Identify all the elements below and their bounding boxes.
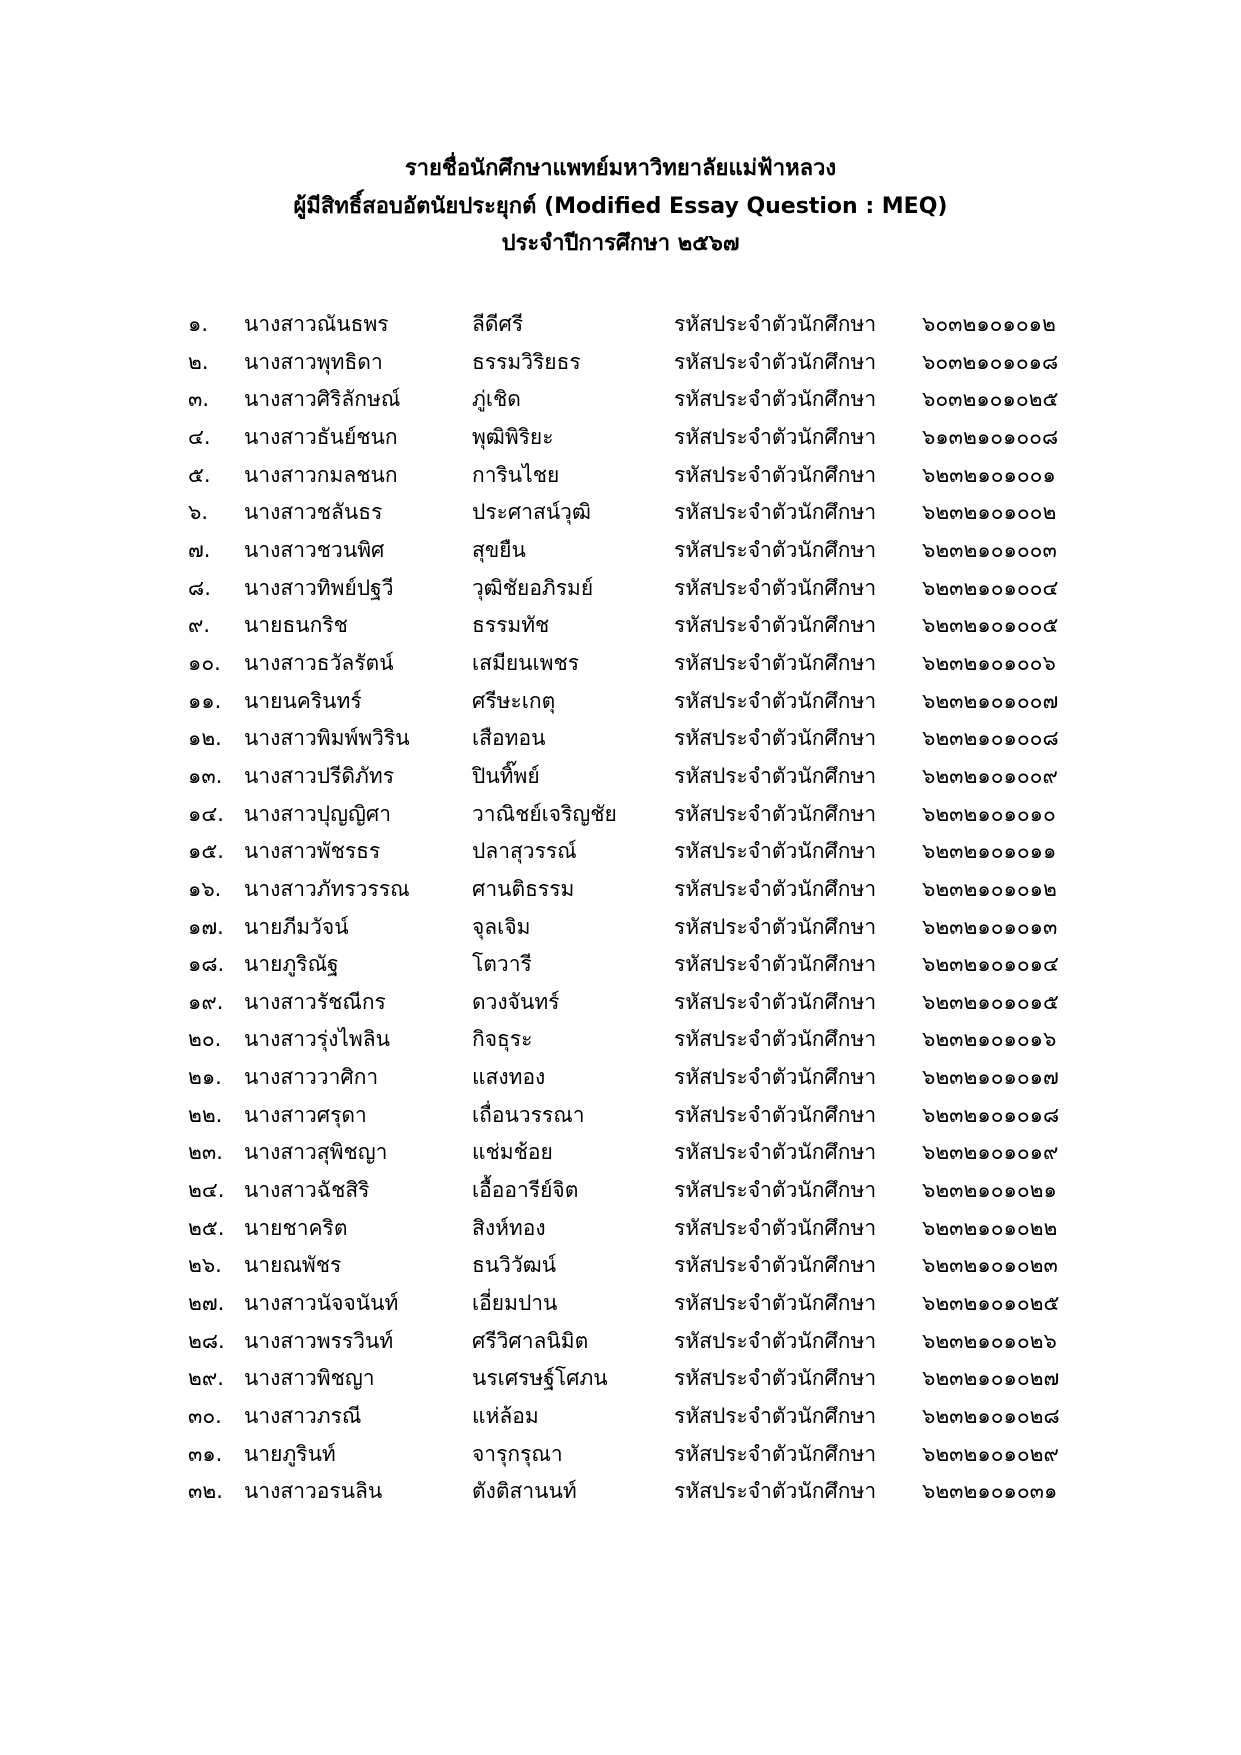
student-first-name: นางสาวนัจจนันท์ — [244, 1291, 399, 1316]
row-number: ๑. — [188, 312, 209, 336]
student-first-name: นางสาวรุ่งไพลิน — [244, 1027, 390, 1052]
list-item — [0, 1323, 1241, 1361]
student-id-code: ๖๐๓๒๑๐๑๐๑๘ — [922, 349, 1059, 374]
list-item — [0, 1172, 1241, 1210]
student-id-label: รหัสประจำตัวนักศึกษา — [674, 537, 877, 562]
list-item — [0, 683, 1241, 721]
list-item — [0, 758, 1241, 796]
student-first-name: นายภีมวัจน์ — [244, 914, 349, 939]
student-last-name: ธนวิวัฒน์ — [472, 1253, 557, 1278]
student-id-code: ๖๒๓๒๑๐๑๐๓๑ — [922, 1479, 1058, 1504]
list-item — [0, 1059, 1241, 1097]
row-number: ๑๖. — [188, 876, 222, 901]
student-last-name: วุฒิชัยอภิรมย์ — [472, 575, 594, 600]
student-id-code: ๖๒๓๒๑๐๑๐๒๓ — [922, 1253, 1058, 1278]
row-number: ๒๘. — [188, 1328, 225, 1353]
student-id-label: รหัสประจำตัวนักศึกษา — [674, 1404, 877, 1429]
row-number: ๓๒. — [188, 1479, 223, 1504]
student-last-name: โตวารี — [472, 952, 532, 977]
student-id-code: ๖๒๓๒๑๐๑๐๐๔ — [922, 575, 1059, 600]
list-item — [0, 871, 1241, 909]
row-number: ๓. — [188, 387, 210, 412]
list-item — [0, 532, 1241, 570]
list-item — [0, 1436, 1241, 1474]
list-item — [0, 344, 1241, 382]
student-id-label: รหัสประจำตัวนักศึกษา — [674, 989, 877, 1014]
student-last-name: ประศาสน์วุฒิ — [472, 500, 591, 525]
student-first-name: นางสาวชลันธร — [244, 500, 383, 525]
list-item — [0, 1360, 1241, 1398]
row-number: ๒. — [188, 349, 209, 374]
student-first-name: นางสาวณันธพร — [244, 312, 389, 336]
student-id-code: ๖๑๓๒๑๐๑๐๐๘ — [922, 424, 1059, 449]
row-number: ๔. — [188, 424, 211, 449]
row-number: ๑๗. — [188, 914, 224, 939]
student-id-code: ๖๒๓๒๑๐๑๐๒๗ — [922, 1366, 1060, 1391]
student-id-label: รหัสประจำตัวนักศึกษา — [674, 613, 877, 638]
row-number: ๘. — [188, 575, 211, 600]
student-id-code: ๖๒๓๒๑๐๑๐๑๔ — [922, 952, 1059, 977]
student-last-name: พุฒิพิริยะ — [472, 424, 554, 449]
list-item — [0, 1473, 1241, 1511]
student-last-name: แสงทอง — [472, 1065, 546, 1090]
student-id-code: ๖๒๓๒๑๐๑๐๐๘ — [922, 726, 1059, 751]
row-number: ๒๒. — [188, 1102, 223, 1127]
list-item — [0, 645, 1241, 683]
student-id-label: รหัสประจำตัวนักศึกษา — [674, 914, 877, 939]
student-id-code: ๖๒๓๒๑๐๑๐๐๙ — [922, 763, 1058, 788]
student-id-code: ๖๒๓๒๑๐๑๐๒๘ — [922, 1404, 1060, 1429]
student-first-name: นางสาวพุทธิดา — [244, 349, 383, 374]
student-id-code: ๖๒๓๒๑๐๑๐๑๗ — [922, 1065, 1059, 1090]
student-id-code: ๖๒๓๒๑๐๑๐๒๒ — [922, 1215, 1058, 1240]
student-first-name: นายณพัชร — [244, 1253, 342, 1278]
student-first-name: นางสาวพรรวินท์ — [244, 1328, 394, 1353]
row-number: ๑๘. — [188, 952, 225, 977]
student-id-label: รหัสประจำตัวนักศึกษา — [674, 1027, 877, 1052]
row-number: ๑๑. — [188, 688, 222, 713]
list-item — [0, 984, 1241, 1022]
row-number: ๗. — [188, 537, 211, 562]
list-item — [0, 1134, 1241, 1172]
list-item — [0, 1021, 1241, 1059]
student-id-code: ๖๒๓๒๑๐๑๐๑๖ — [922, 1027, 1057, 1052]
student-first-name: นางสาวปรีดิภัทร — [244, 763, 395, 788]
student-id-code: ๖๒๓๒๑๐๑๐๒๖ — [922, 1328, 1057, 1353]
student-first-name: นางสาวพิชญา — [244, 1366, 375, 1391]
row-number: ๒๑. — [188, 1065, 222, 1090]
student-last-name: สิงห์ทอง — [472, 1215, 546, 1240]
student-id-code: ๖๒๓๒๑๐๑๐๑๑ — [922, 839, 1057, 864]
student-first-name: นางสาวกมลชนก — [244, 462, 398, 487]
student-id-label: รหัสประจำตัวนักศึกษา — [674, 1366, 877, 1391]
student-id-code: ๖๒๓๒๑๐๑๐๒๕ — [922, 1291, 1060, 1316]
document-subtitle: ผู้มีสิทธิ์สอบอัตนัยประยุกต์ (Modified Essay Question : MEQ) — [293, 194, 948, 219]
list-item — [0, 720, 1241, 758]
student-id-label: รหัสประจำตัวนักศึกษา — [674, 575, 877, 600]
student-last-name: ภู่เชิด — [472, 387, 521, 412]
student-id-label: รหัสประจำตัวนักศึกษา — [674, 1253, 877, 1278]
student-id-code: ๖๒๓๒๑๐๑๐๐๓ — [922, 537, 1057, 562]
student-last-name: จารุกรุณา — [472, 1441, 563, 1466]
student-id-label: รหัสประจำตัวนักศึกษา — [674, 1441, 877, 1466]
student-last-name: เอื้ออารีย์จิต — [472, 1178, 579, 1203]
student-first-name: นางสาวภัทรวรรณ — [244, 876, 410, 901]
student-id-code: ๖๒๓๒๑๐๑๐๐๑ — [922, 462, 1056, 487]
student-first-name: นายชาคริต — [244, 1215, 348, 1240]
student-id-code: ๖๒๓๒๑๐๑๐๑๕ — [922, 989, 1059, 1014]
student-last-name: ปลาสุวรรณ์ — [472, 839, 577, 864]
student-first-name: นางสาวทิพย์ปฐวี — [244, 575, 394, 600]
student-last-name: ธรรมทัช — [472, 613, 550, 638]
list-item — [0, 381, 1241, 419]
student-id-label: รหัสประจำตัวนักศึกษา — [674, 387, 877, 412]
student-id-code: ๖๒๓๒๑๐๑๐๒๙ — [922, 1441, 1059, 1466]
student-id-code: ๖๒๓๒๑๐๑๐๑๓ — [922, 914, 1058, 939]
student-last-name: ศรีวิศาลนิมิต — [472, 1328, 589, 1353]
student-id-code: ๖๒๓๒๑๐๑๐๑๒ — [922, 876, 1057, 901]
row-number: ๒๗. — [188, 1291, 225, 1316]
student-id-label: รหัสประจำตัวนักศึกษา — [674, 876, 877, 901]
student-last-name: กิจธุระ — [472, 1027, 533, 1052]
row-number: ๒๖. — [188, 1253, 222, 1278]
student-last-name: จุลเจิม — [472, 914, 531, 939]
student-id-label: รหัสประจำตัวนักศึกษา — [674, 688, 877, 713]
student-first-name: นางสาวชวนพิศ — [244, 537, 385, 562]
student-id-code: ๖๒๓๒๑๐๑๐๑๙ — [922, 1140, 1059, 1165]
student-list — [0, 306, 1241, 1511]
row-number: ๒๔. — [188, 1178, 225, 1203]
student-id-label: รหัสประจำตัวนักศึกษา — [674, 1291, 877, 1316]
student-id-label: รหัสประจำตัวนักศึกษา — [674, 1215, 877, 1240]
row-number: ๒๐. — [188, 1027, 222, 1052]
student-id-label: รหัสประจำตัวนักศึกษา — [674, 1479, 877, 1504]
list-item — [0, 1210, 1241, 1248]
student-id-label: รหัสประจำตัวนักศึกษา — [674, 1065, 877, 1090]
student-last-name: วาณิชย์เจริญชัย — [472, 801, 617, 826]
row-number: ๓๐. — [188, 1404, 222, 1429]
student-last-name: ลีดีศรี — [472, 312, 524, 336]
student-last-name: แห่ล้อม — [472, 1404, 539, 1429]
row-number: ๖. — [188, 500, 209, 525]
list-item — [0, 796, 1241, 834]
document-title: รายชื่อนักศึกษาแพทย์มหาวิทยาลัยแม่ฟ้าหลวง — [404, 156, 837, 181]
student-id-label: รหัสประจำตัวนักศึกษา — [674, 1140, 877, 1165]
student-first-name: นางสาวสุพิชญา — [244, 1140, 388, 1165]
student-id-code: ๖๒๓๒๑๐๑๐๑๐ — [922, 801, 1056, 826]
student-last-name: ตังติสานนท์ — [472, 1479, 577, 1504]
student-last-name: ศรีษะเกตุ — [472, 688, 556, 713]
list-item — [0, 1247, 1241, 1285]
row-number: ๙. — [188, 613, 211, 638]
student-last-name: ปินทิ๊พย์ — [472, 763, 540, 788]
student-id-label: รหัสประจำตัวนักศึกษา — [674, 763, 877, 788]
student-id-label: รหัสประจำตัวนักศึกษา — [674, 1178, 877, 1203]
student-id-code: ๖๒๓๒๑๐๑๐๐๗ — [922, 688, 1059, 713]
student-first-name: นางสาวศิริลักษณ์ — [244, 387, 401, 412]
list-item — [0, 607, 1241, 645]
student-id-label: รหัสประจำตัวนักศึกษา — [674, 1102, 877, 1127]
list-item — [0, 1285, 1241, 1323]
list-item — [0, 457, 1241, 495]
list-item — [0, 833, 1241, 871]
student-id-label: รหัสประจำตัวนักศึกษา — [674, 726, 877, 751]
list-item — [0, 909, 1241, 947]
row-number: ๕. — [188, 462, 211, 487]
list-item — [0, 419, 1241, 457]
student-id-label: รหัสประจำตัวนักศึกษา — [674, 1328, 877, 1353]
row-number: ๒๕. — [188, 1215, 225, 1240]
row-number: ๑๓. — [188, 763, 223, 788]
student-id-code: ๖๒๓๒๑๐๑๐๐๖ — [922, 650, 1056, 675]
student-first-name: นางสาวพัชรธร — [244, 839, 381, 864]
student-first-name: นายภูริณัฐ — [244, 952, 339, 977]
student-first-name: นางสาวพิมพ์พวิริน — [244, 726, 410, 751]
student-first-name: นางสาวฉัชสิริ — [244, 1178, 370, 1203]
row-number: ๑๔. — [188, 801, 224, 826]
student-first-name: นางสาวภรณี — [244, 1404, 362, 1429]
student-id-code: ๖๐๓๒๑๐๑๐๑๒ — [922, 312, 1056, 336]
row-number: ๑๒. — [188, 726, 222, 751]
student-id-label: รหัสประจำตัวนักศึกษา — [674, 462, 877, 487]
row-number: ๒๓. — [188, 1140, 223, 1165]
row-number: ๒๙. — [188, 1366, 224, 1391]
student-last-name: ดวงจันทร์ — [472, 989, 560, 1014]
student-first-name: นายนครินทร์ — [244, 688, 362, 713]
student-last-name: เอี่ยมปาน — [472, 1291, 558, 1316]
student-last-name: ธรรมวิริยธร — [472, 349, 581, 374]
student-id-label: รหัสประจำตัวนักศึกษา — [674, 952, 877, 977]
student-id-label: รหัสประจำตัวนักศึกษา — [674, 500, 877, 525]
student-last-name: เสือทอน — [472, 726, 546, 751]
list-item — [0, 494, 1241, 532]
list-item — [0, 1097, 1241, 1135]
student-id-label: รหัสประจำตัวนักศึกษา — [674, 839, 877, 864]
student-last-name: ศานติธรรม — [472, 876, 575, 901]
student-last-name: เสมียนเพชร — [472, 650, 580, 675]
row-number: ๑๐. — [188, 650, 221, 675]
row-number: ๑๕. — [188, 839, 224, 864]
list-item — [0, 1398, 1241, 1436]
student-first-name: นางสาวอรนลิน — [244, 1479, 383, 1504]
list-item — [0, 946, 1241, 984]
student-id-code: ๖๒๓๒๑๐๑๐๒๑ — [922, 1178, 1057, 1203]
student-id-code: ๖๒๓๒๑๐๑๐๑๘ — [922, 1102, 1060, 1127]
student-id-label: รหัสประจำตัวนักศึกษา — [674, 650, 877, 675]
student-first-name: นางสาวรัชณีกร — [244, 989, 386, 1014]
student-id-code: ๖๐๓๒๑๐๑๐๒๕ — [922, 387, 1059, 412]
student-first-name: นางสาวธันย์ชนก — [244, 424, 398, 449]
student-first-name: นางสาวศรุดา — [244, 1102, 367, 1127]
student-first-name: นางสาววาศิกา — [244, 1065, 379, 1090]
student-id-label: รหัสประจำตัวนักศึกษา — [674, 801, 877, 826]
student-first-name: นายภูรินท์ — [244, 1441, 336, 1466]
row-number: ๑๙. — [188, 989, 224, 1014]
student-id-label: รหัสประจำตัวนักศึกษา — [674, 349, 877, 374]
student-first-name: นายธนกริช — [244, 613, 348, 638]
academic-year: ประจำปีการศึกษา ๒๕๖๗ — [501, 231, 740, 256]
student-last-name: นรเศรษฐ์โศภน — [472, 1366, 608, 1391]
student-id-code: ๖๒๓๒๑๐๑๐๐๕ — [922, 613, 1059, 638]
student-last-name: สุขยืน — [472, 537, 526, 562]
student-id-code: ๖๒๓๒๑๐๑๐๐๒ — [922, 500, 1057, 525]
row-number: ๓๑. — [188, 1441, 223, 1466]
list-item — [0, 570, 1241, 608]
student-last-name: เถื่อนวรรณา — [472, 1102, 585, 1127]
list-item — [0, 306, 1241, 344]
student-id-label: รหัสประจำตัวนักศึกษา — [674, 312, 877, 336]
student-last-name: แช่มช้อย — [472, 1140, 553, 1165]
student-id-label: รหัสประจำตัวนักศึกษา — [674, 424, 877, 449]
student-last-name: การินไชย — [472, 462, 560, 487]
student-first-name: นางสาวปุญญิศา — [244, 801, 392, 826]
student-first-name: นางสาวธวัลรัตน์ — [244, 650, 394, 675]
